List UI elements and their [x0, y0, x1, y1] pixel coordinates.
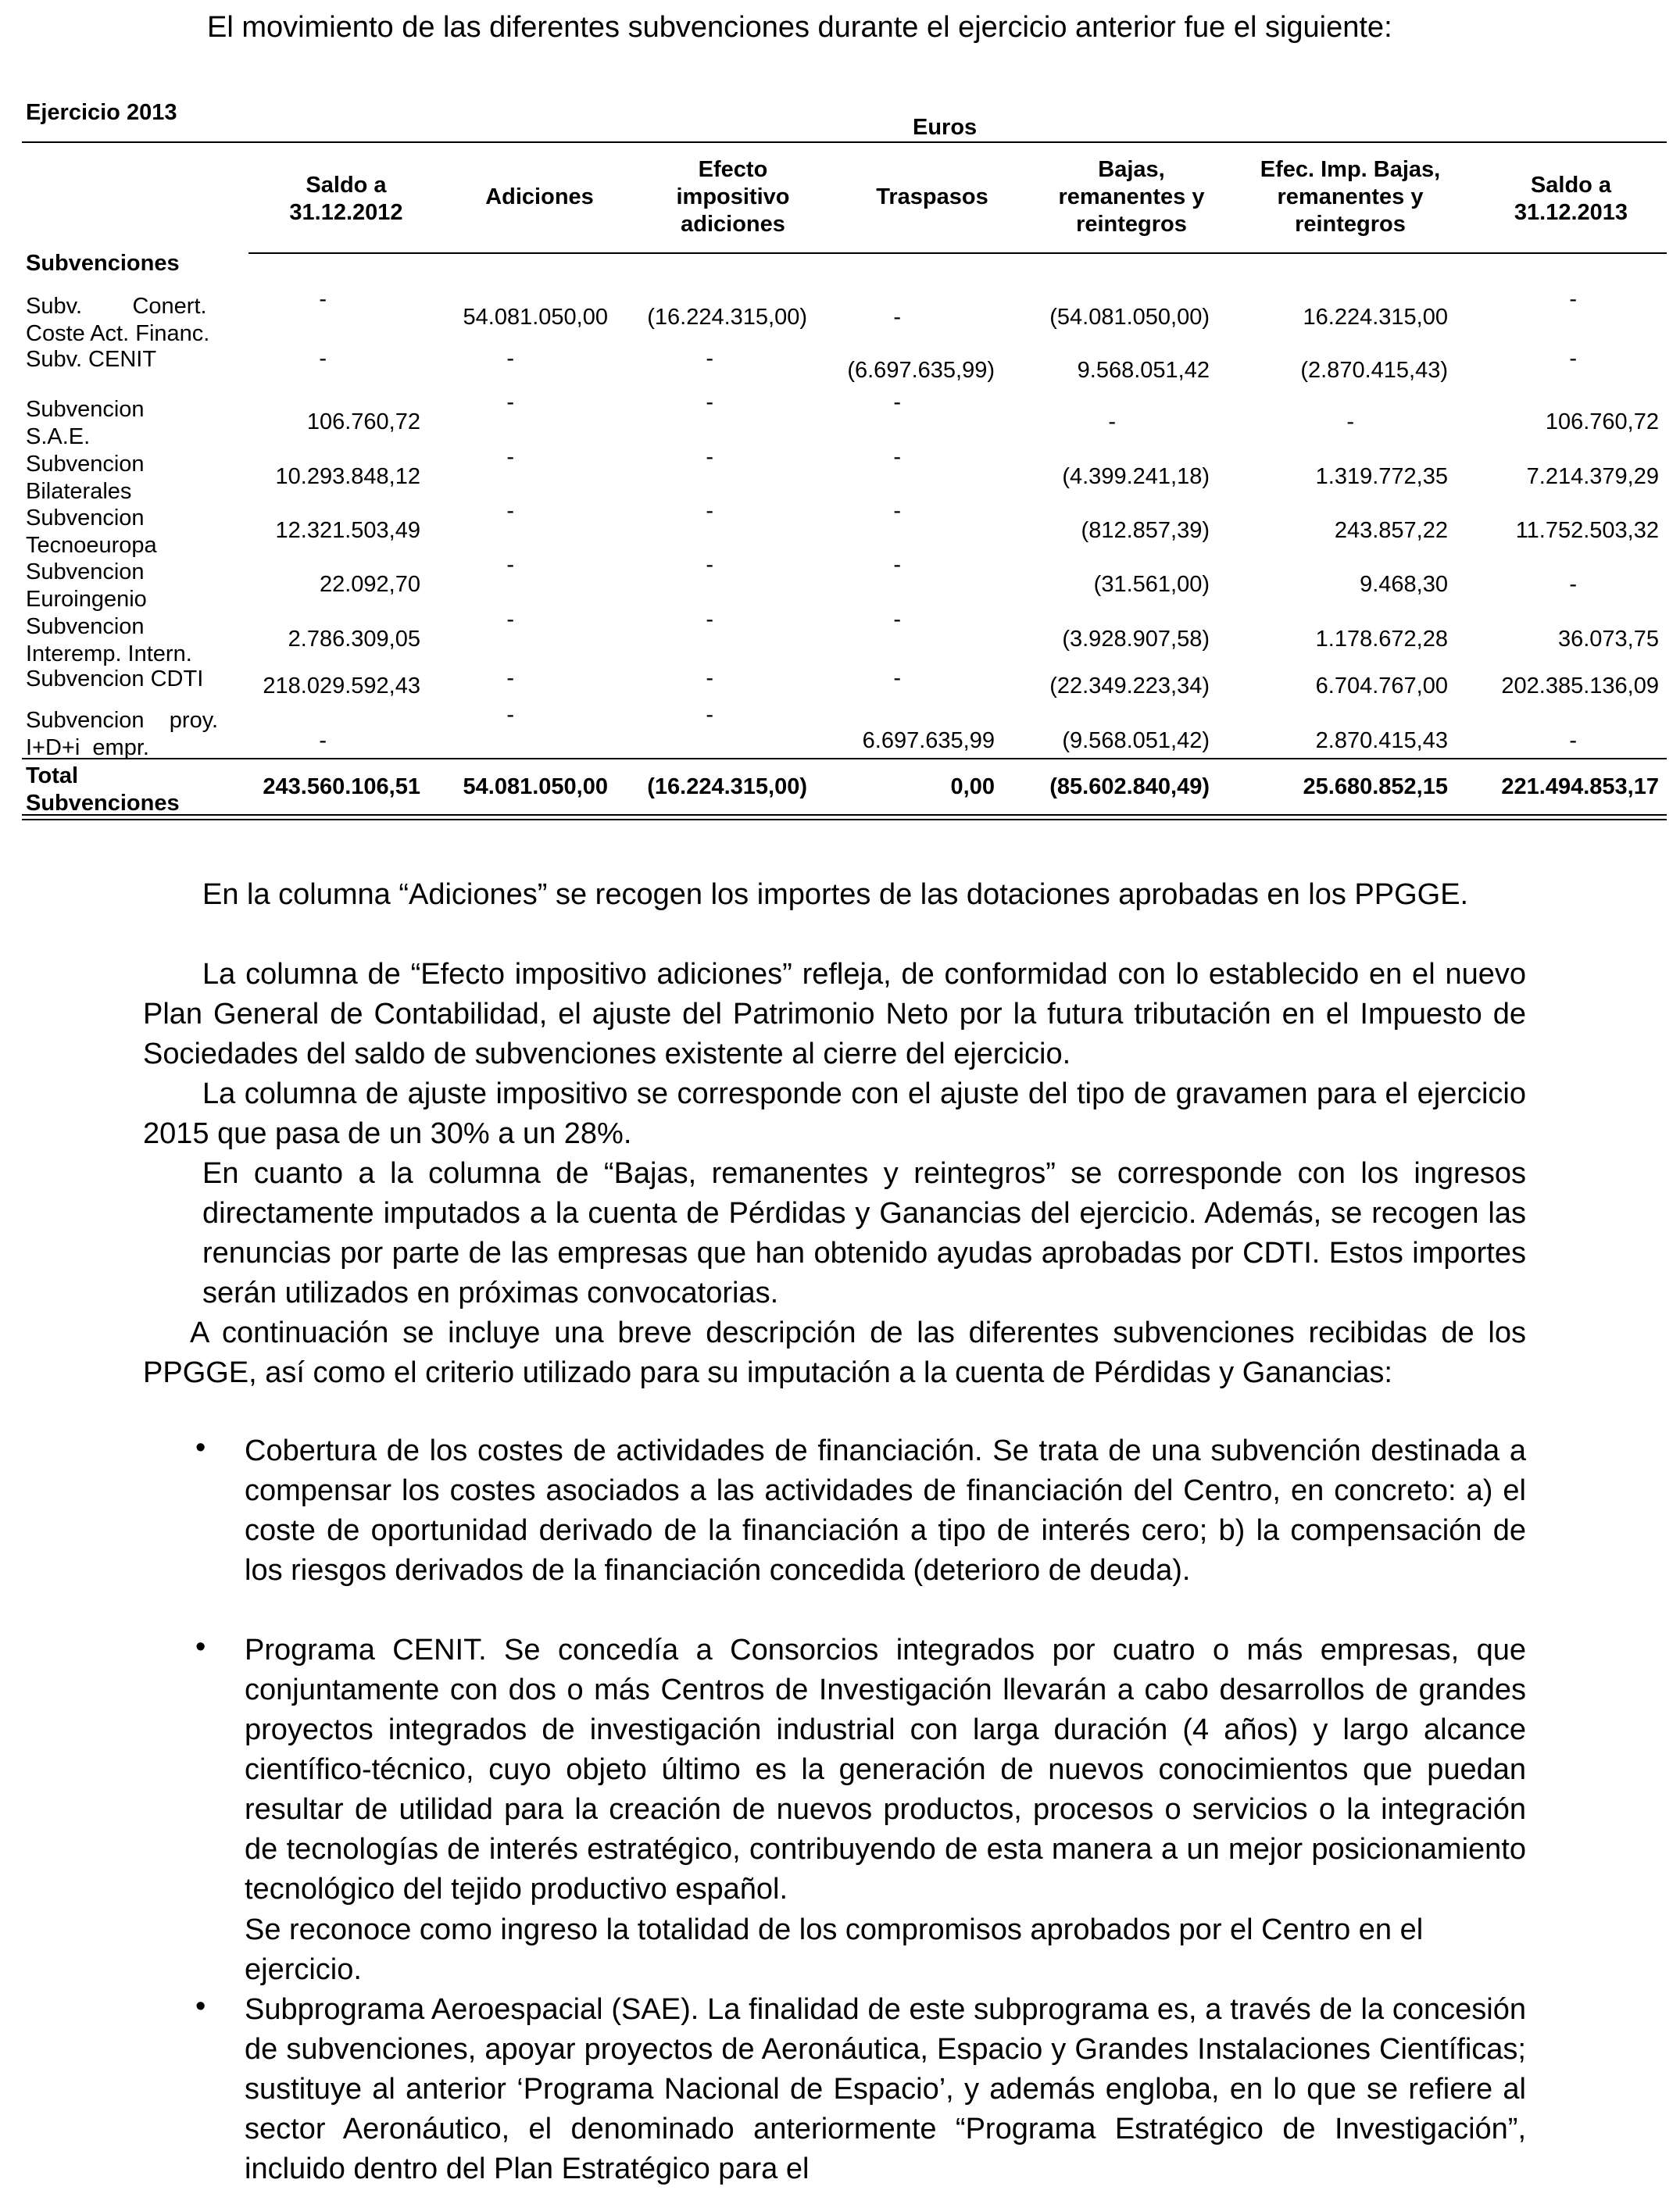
col-header-adiciones: Adiciones — [485, 184, 594, 209]
table-cell: 10.293.848,12 — [275, 464, 420, 489]
table-cell: - — [893, 498, 901, 523]
row-label: Subvencion Interemp. Intern. — [26, 614, 192, 666]
table-cell: - — [893, 552, 901, 577]
bullet-icon: • — [195, 1431, 206, 1464]
total-cell: (16.224.315,00) — [647, 774, 807, 799]
ejercicio-label: Ejercicio 2013 — [26, 100, 177, 125]
total-cell: 25.680.852,15 — [1303, 774, 1448, 799]
paragraph: En la columna “Adiciones” se recogen los importes de las dotaciones aprobadas en los PPGGE. — [202, 878, 1469, 911]
table-cell: - — [1569, 346, 1577, 371]
table-cell: - — [706, 498, 713, 523]
table-cell: - — [1569, 572, 1577, 597]
table-cell: - — [893, 666, 901, 691]
table-cell: (4.399.241,18) — [1062, 464, 1210, 489]
total-bottom-double-rule — [22, 814, 1667, 816]
table-cell: 12.321.503,49 — [275, 518, 420, 543]
table-top-rule — [22, 141, 1667, 143]
table-cell: 6.704.767,00 — [1315, 673, 1448, 698]
table-cell: - — [706, 702, 713, 727]
section-label-subvenciones: Subvenciones — [26, 251, 180, 276]
table-cell: - — [706, 666, 713, 691]
table-cell: - — [506, 498, 514, 523]
total-bottom-double-rule-2 — [22, 819, 1667, 820]
table-cell: (31.561,00) — [1093, 572, 1210, 597]
table-cell: - — [506, 552, 514, 577]
table-cell: - — [506, 445, 514, 470]
table-cell: (16.224.315,00) — [647, 305, 807, 330]
table-cell: 243.857,22 — [1334, 518, 1448, 543]
euros-label: Euros — [913, 115, 978, 140]
table-cell: - — [1346, 409, 1354, 434]
total-top-rule — [22, 758, 1667, 759]
row-label: Subvencion Bilaterales — [26, 452, 145, 504]
table-cell: - — [319, 346, 327, 371]
row-label: Subvencion S.A.E. — [26, 397, 145, 449]
table-cell: (6.697.635,99) — [847, 358, 995, 383]
total-label: Total Subvenciones — [26, 763, 180, 816]
bullet-icon: • — [195, 1990, 206, 2023]
table-cell: 22.092,70 — [319, 572, 420, 597]
table-cell: 16.224.315,00 — [1303, 305, 1448, 330]
col-header-efecto-impositivo: Efecto impositivo adiciones — [676, 157, 790, 237]
table-cell: 106.760,72 — [1545, 409, 1659, 434]
col-header-saldo-2013: Saldo a 31.12.2013 — [1514, 173, 1628, 225]
total-cell: 54.081.050,00 — [463, 774, 608, 799]
table-cell: - — [506, 702, 514, 727]
table-cell: 36.073,75 — [1557, 627, 1659, 652]
row-label: Subvencion CDTI — [26, 666, 204, 691]
table-cell: 1.178.672,28 — [1315, 627, 1448, 652]
table-cell: 2.870.415,43 — [1315, 728, 1448, 753]
intro-text: El movimiento de las diferentes subvenciones durante el ejercicio anterior fue el siguiente: — [207, 11, 1392, 44]
table-cell: - — [893, 390, 901, 415]
col-header-bajas: Bajas, remanentes y reintegros — [1058, 157, 1205, 237]
table-cell: - — [706, 346, 713, 371]
table-cell: - — [506, 607, 514, 632]
bullet-note: Se reconoce como ingreso la totalidad de los compromisos aprobados por el Centro en el ejercicio. — [245, 1913, 1424, 1986]
paragraph: En cuanto a la columna de “Bajas, remanentes y reintegros” se corresponde con los ingresos directamente imputados a la cuenta de Pérdidas y Ganancias del ejercicio. Además, se recogen las renuncias por parte de las empresas que han obtenido ayudas aprobadas por CDTI. Estos importes serán utilizados en próximas convocatorias. — [202, 1157, 1526, 1309]
paragraph: La columna de “Efecto impositivo adiciones” refleja, de conformidad con lo establecido en el nuevo Plan General de Contabilidad, el ajuste del Patrimonio Neto por la futura tributación en el Impuesto de Sociedades del saldo de subvenciones existente al cierre del ejercicio. — [143, 958, 1526, 1070]
table-cell: 6.697.635,99 — [862, 728, 995, 753]
table-cell: - — [319, 287, 327, 312]
paragraph: A continuación se incluye una breve descripción de las diferentes subvenciones recibidas de los PPGGE, así como el criterio utilizado para su imputación a la cuenta de Pérdidas y Ganancias: — [143, 1317, 1526, 1389]
table-cell: (812.857,39) — [1081, 518, 1210, 543]
table-cell: (54.081.050,00) — [1049, 305, 1210, 330]
table-cell: - — [1569, 728, 1577, 753]
bullet-item: Cobertura de los costes de actividades de financiación. Se trata de una subvención destinada a compensar los costes asociados a las actividades de financiación del Centro, en concreto: a) el coste de oportunidad derivado de la financiación a tipo de interés cero; b) la compensación de los riesgos derivados de la financiación concedida (deterioro de deuda). — [245, 1434, 1526, 1587]
row-label: Subv. Conert. Coste Act. Financ. — [26, 294, 210, 346]
table-cell: - — [706, 390, 713, 415]
table-cell: (3.928.907,58) — [1062, 627, 1210, 652]
table-cell: - — [706, 607, 713, 632]
table-cell: - — [506, 390, 514, 415]
total-cell: 221.494.853,17 — [1501, 774, 1659, 799]
table-cell: - — [893, 607, 901, 632]
table-cell: 11.752.503,32 — [1515, 518, 1659, 543]
table-cell: - — [706, 445, 713, 470]
total-cell: (85.602.840,49) — [1049, 774, 1210, 799]
row-label: Subvencion Tecnoeuropa — [26, 506, 157, 558]
bullet-item: Subprograma Aeroespacial (SAE). La finalidad de este subprograma es, a través de la concesión de subvenciones, apoyar proyectos de Aeronáutica, Espacio y Grandes Instalaciones Científicas; sustituye al anterior ‘Programa Nacional de Espacio’, y además engloba, en lo que se refiere al sector Aeronáutico, el denominado anteriormente “Programa Estratégico de Investigación”, incluido dentro del Plan Estratégico para el — [245, 1993, 1526, 2185]
table-cell: - — [893, 445, 901, 470]
table-cell: (2.870.415,43) — [1300, 358, 1448, 383]
table-cell: 106.760,72 — [306, 409, 420, 434]
table-cell: (22.349.223,34) — [1049, 673, 1210, 698]
bullet-item: Programa CENIT. Se concedía a Consorcios integrados por cuatro o más empresas, que conjuntamente con dos o más Centros de Investigación llevarán a cabo desarrollos de grandes proyectos integrados de investigación industrial con larga duración (4 años) y largo alcance científico-técnico, cuyo objeto último es la generación de nuevos conocimientos que puedan resultar de utilidad para la creación de nuevos productos, procesos o servicios o la integración de tecnologías de interés estratégico, contribuyendo de esta manera a un mejor posicionamiento tecnológico del tejido productivo español. — [245, 1634, 1526, 1906]
table-cell: - — [319, 728, 327, 753]
paragraph: La columna de ajuste impositivo se corresponde con el ajuste del tipo de gravamen para el ejercicio 2015 que pasa de un 30% a un 28%. — [143, 1077, 1526, 1150]
table-cell: - — [706, 552, 713, 577]
table-cell: 7.214.379,29 — [1526, 464, 1659, 489]
table-cell: 54.081.050,00 — [463, 305, 608, 330]
table-cell: - — [506, 666, 514, 691]
table-cell: 218.029.592,43 — [263, 673, 420, 698]
row-label: Subvencion proy. I+D+i empr. — [26, 708, 219, 760]
table-cell: - — [1569, 287, 1577, 312]
table-cell: - — [893, 305, 901, 330]
row-label: Subv. CENIT — [26, 347, 157, 372]
col-header-traspasos: Traspasos — [876, 184, 988, 209]
header-bottom-rule — [248, 252, 1667, 254]
table-cell: - — [1108, 409, 1116, 434]
table-cell: (9.568.051,42) — [1062, 728, 1210, 753]
total-cell: 0,00 — [950, 774, 995, 799]
col-header-efec-imp-bajas: Efec. Imp. Bajas, remanentes y reintegros — [1260, 157, 1441, 237]
table-cell: 9.468,30 — [1360, 572, 1448, 597]
table-cell: 9.568.051,42 — [1077, 358, 1210, 383]
table-cell: 2.786.309,05 — [288, 627, 420, 652]
col-header-saldo-2012: Saldo a 31.12.2012 — [289, 173, 403, 225]
row-label: Subvencion Euroingenio — [26, 559, 147, 612]
total-cell: 243.560.106,51 — [263, 774, 420, 799]
table-cell: 202.385.136,09 — [1501, 673, 1659, 698]
table-cell: - — [506, 346, 514, 371]
table-cell: 1.319.772,35 — [1315, 464, 1448, 489]
bullet-icon: • — [195, 1631, 206, 1663]
